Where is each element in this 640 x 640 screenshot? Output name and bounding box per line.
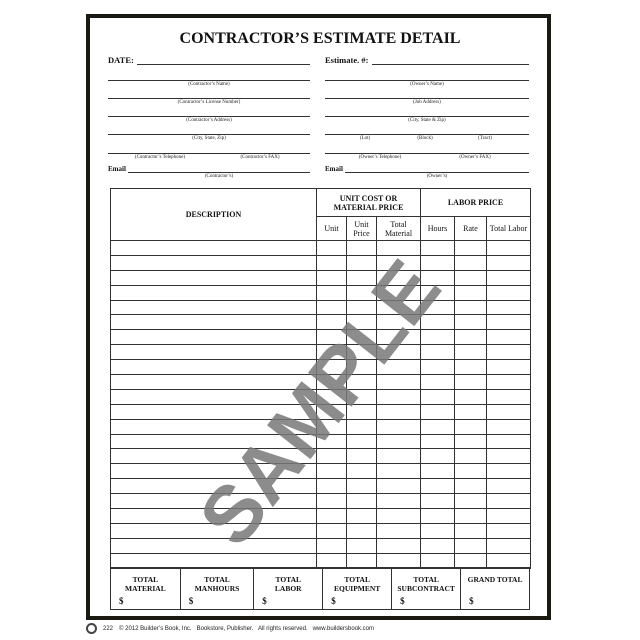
total-label: TOTAL EQUIPMENT xyxy=(334,575,381,593)
caption: (Contractor’s Telephone) xyxy=(134,155,186,160)
table-cell[interactable] xyxy=(421,389,455,404)
dollar-sign: $ xyxy=(262,596,267,606)
table-cell[interactable] xyxy=(317,434,347,449)
table-row xyxy=(111,315,531,330)
table-cell[interactable] xyxy=(317,345,347,360)
table-cell[interactable] xyxy=(487,449,531,464)
table-cell[interactable] xyxy=(377,360,421,375)
caption: (Block) xyxy=(417,136,433,141)
table-cell[interactable] xyxy=(455,241,487,256)
job-address-field[interactable] xyxy=(325,98,529,99)
table-row xyxy=(111,494,531,509)
table-cell[interactable] xyxy=(421,523,455,538)
table-row xyxy=(111,449,531,464)
table-cell[interactable] xyxy=(377,449,421,464)
table-cell[interactable] xyxy=(377,241,421,256)
table-cell[interactable] xyxy=(455,375,487,390)
table-cell[interactable] xyxy=(377,389,421,404)
total-label: TOTAL LABOR xyxy=(274,575,302,593)
table-cell[interactable] xyxy=(111,464,317,479)
table-cell[interactable] xyxy=(487,375,531,390)
caption: (Contractor’s Name) xyxy=(188,82,230,87)
table-cell[interactable] xyxy=(111,419,317,434)
table-cell[interactable] xyxy=(317,315,347,330)
contractor-phone-field[interactable] xyxy=(108,153,310,154)
table-cell[interactable] xyxy=(455,255,487,270)
table-cell[interactable] xyxy=(317,360,347,375)
table-cell[interactable] xyxy=(487,509,531,524)
total-manhours-cell[interactable] xyxy=(181,569,255,609)
table-cell[interactable] xyxy=(421,449,455,464)
table-cell[interactable] xyxy=(487,285,531,300)
total-subcontract-cell[interactable] xyxy=(392,569,461,609)
table-cell[interactable] xyxy=(377,375,421,390)
table-cell[interactable] xyxy=(317,464,347,479)
table-cell[interactable] xyxy=(347,300,377,315)
table-cell[interactable] xyxy=(487,479,531,494)
table-cell[interactable] xyxy=(111,375,317,390)
table-cell[interactable] xyxy=(421,538,455,553)
table-cell[interactable] xyxy=(111,479,317,494)
table-cell[interactable] xyxy=(487,300,531,315)
table-cell[interactable] xyxy=(111,494,317,509)
table-cell[interactable] xyxy=(421,464,455,479)
table-cell[interactable] xyxy=(111,270,317,285)
table-cell[interactable] xyxy=(347,553,377,568)
table-cell[interactable] xyxy=(487,345,531,360)
caption: (Owner’s Name) xyxy=(410,82,444,87)
table-cell[interactable] xyxy=(317,538,347,553)
caption: (Owner’s Telephone) xyxy=(358,155,402,160)
table-row xyxy=(111,404,531,419)
table-cell[interactable] xyxy=(421,300,455,315)
table-cell[interactable] xyxy=(377,285,421,300)
table-cell[interactable] xyxy=(421,360,455,375)
table-cell[interactable] xyxy=(317,389,347,404)
table-cell[interactable] xyxy=(317,300,347,315)
table-cell[interactable] xyxy=(347,538,377,553)
table-cell[interactable] xyxy=(455,404,487,419)
table-cell[interactable] xyxy=(421,404,455,419)
table-row xyxy=(111,330,531,345)
table-cell[interactable] xyxy=(317,449,347,464)
table-cell[interactable] xyxy=(111,300,317,315)
table-cell[interactable] xyxy=(455,494,487,509)
table-cell[interactable] xyxy=(111,538,317,553)
table-cell[interactable] xyxy=(455,509,487,524)
table-cell[interactable] xyxy=(421,241,455,256)
table-cell[interactable] xyxy=(347,345,377,360)
caption: (City, State & Zip) xyxy=(408,118,446,123)
lot-block-tract-field[interactable] xyxy=(325,134,529,135)
table-cell[interactable] xyxy=(455,523,487,538)
contractor-name-field[interactable] xyxy=(108,80,310,81)
table-cell[interactable] xyxy=(317,419,347,434)
table-cell[interactable] xyxy=(487,538,531,553)
table-cell[interactable] xyxy=(455,449,487,464)
total-label: TOTAL MATERIAL xyxy=(125,575,166,593)
table-cell[interactable] xyxy=(347,241,377,256)
table-cell[interactable] xyxy=(317,375,347,390)
table-cell[interactable] xyxy=(111,360,317,375)
table-cell[interactable] xyxy=(455,330,487,345)
table-cell[interactable] xyxy=(377,553,421,568)
table-cell[interactable] xyxy=(317,494,347,509)
table-cell[interactable] xyxy=(377,464,421,479)
caption: (City, State, Zip) xyxy=(192,136,226,141)
description-header: DESCRIPTION xyxy=(111,189,317,241)
table-row xyxy=(111,285,531,300)
table-cell[interactable] xyxy=(347,330,377,345)
table-cell[interactable] xyxy=(347,509,377,524)
table-row xyxy=(111,345,531,360)
table-cell[interactable] xyxy=(347,464,377,479)
table-cell[interactable] xyxy=(487,434,531,449)
total-label: TOTAL SUBCONTRACT xyxy=(397,575,455,593)
table-cell[interactable] xyxy=(487,419,531,434)
contractor-license-field[interactable] xyxy=(108,98,310,99)
table-row xyxy=(111,300,531,315)
table-cell[interactable] xyxy=(421,330,455,345)
table-cell[interactable] xyxy=(111,434,317,449)
table-cell[interactable] xyxy=(377,255,421,270)
table-cell[interactable] xyxy=(377,523,421,538)
labor-price-header: LABOR PRICE xyxy=(421,189,531,217)
unit-header: Unit xyxy=(317,217,347,241)
estimate-table xyxy=(110,188,531,569)
email-label: Email xyxy=(325,165,343,173)
rate-header: Rate xyxy=(455,217,487,241)
caption: (Owner’s) xyxy=(426,174,448,179)
table-cell[interactable] xyxy=(377,330,421,345)
caption: (Lot) xyxy=(359,136,371,141)
table-cell[interactable] xyxy=(111,255,317,270)
table-cell[interactable] xyxy=(455,479,487,494)
table-row xyxy=(111,241,531,256)
estimate-field[interactable] xyxy=(372,64,529,65)
table-row xyxy=(111,270,531,285)
table-cell[interactable] xyxy=(317,523,347,538)
caption: (Contractor’s Address) xyxy=(186,118,232,123)
sample-watermark: SAMPLE xyxy=(181,243,458,562)
table-cell[interactable] xyxy=(455,434,487,449)
table-cell[interactable] xyxy=(421,494,455,509)
table-cell[interactable] xyxy=(111,315,317,330)
total-material-cell[interactable] xyxy=(111,569,181,609)
table-cell[interactable] xyxy=(317,241,347,256)
table-row xyxy=(111,553,531,568)
table-row xyxy=(111,523,531,538)
table-cell[interactable] xyxy=(111,553,317,568)
table-cell[interactable] xyxy=(347,285,377,300)
total-material-header: Total Material xyxy=(377,217,421,241)
table-cell[interactable] xyxy=(421,315,455,330)
dollar-sign: $ xyxy=(400,596,405,606)
table-cell[interactable] xyxy=(421,419,455,434)
table-row xyxy=(111,434,531,449)
caption: (Tract) xyxy=(478,136,492,141)
table-cell[interactable] xyxy=(487,523,531,538)
table-row xyxy=(111,375,531,390)
dollar-sign: $ xyxy=(119,596,124,606)
total-labor-header: Total Labor xyxy=(487,217,531,241)
table-cell[interactable] xyxy=(421,255,455,270)
table-cell[interactable] xyxy=(377,494,421,509)
table-cell[interactable] xyxy=(421,479,455,494)
table-cell[interactable] xyxy=(317,553,347,568)
table-cell[interactable] xyxy=(347,494,377,509)
form-number: 222 xyxy=(103,625,114,632)
table-cell[interactable] xyxy=(317,285,347,300)
table-cell[interactable] xyxy=(455,285,487,300)
table-cell[interactable] xyxy=(347,375,377,390)
table-cell[interactable] xyxy=(111,404,317,419)
table-cell[interactable] xyxy=(347,315,377,330)
table-cell[interactable] xyxy=(347,389,377,404)
table-row xyxy=(111,419,531,434)
table-cell[interactable] xyxy=(487,315,531,330)
table-cell[interactable] xyxy=(377,434,421,449)
table-cell[interactable] xyxy=(347,523,377,538)
table-cell[interactable] xyxy=(455,389,487,404)
dollar-sign: $ xyxy=(188,596,194,606)
table-cell[interactable] xyxy=(377,538,421,553)
caption: (Job Address) xyxy=(413,100,441,105)
table-cell[interactable] xyxy=(455,270,487,285)
table-row xyxy=(111,255,531,270)
table-cell[interactable] xyxy=(347,270,377,285)
table-cell[interactable] xyxy=(455,538,487,553)
table-cell[interactable] xyxy=(347,360,377,375)
table-cell[interactable] xyxy=(487,404,531,419)
table-cell[interactable] xyxy=(421,375,455,390)
table-cell[interactable] xyxy=(111,449,317,464)
table-cell[interactable] xyxy=(455,360,487,375)
table-cell[interactable] xyxy=(347,434,377,449)
table-cell[interactable] xyxy=(317,479,347,494)
table-cell[interactable] xyxy=(487,464,531,479)
table-cell[interactable] xyxy=(377,509,421,524)
total-label: GRAND TOTAL xyxy=(467,575,523,584)
table-cell[interactable] xyxy=(487,330,531,345)
caption: (Owner’s FAX) xyxy=(459,155,491,160)
table-row xyxy=(111,538,531,553)
table-cell[interactable] xyxy=(347,419,377,434)
table-cell[interactable] xyxy=(487,255,531,270)
form-title: CONTRACTOR’S ESTIMATE DETAIL xyxy=(179,30,461,47)
table-cell[interactable] xyxy=(111,389,317,404)
caption: (Contractor’s FAX) xyxy=(240,155,280,160)
table-cell[interactable] xyxy=(487,241,531,256)
table-cell[interactable] xyxy=(347,449,377,464)
date-field[interactable] xyxy=(137,64,310,65)
total-equipment-cell[interactable] xyxy=(323,569,392,609)
date-label: DATE: xyxy=(108,55,134,65)
unit-price-header: Unit Price xyxy=(347,217,377,241)
table-row xyxy=(111,360,531,375)
dollar-sign: $ xyxy=(331,596,336,606)
table-row xyxy=(111,464,531,479)
footer xyxy=(86,623,374,634)
email-label: Email xyxy=(108,165,126,173)
table-cell[interactable] xyxy=(317,255,347,270)
hours-header: Hours xyxy=(421,217,455,241)
table-cell[interactable] xyxy=(487,360,531,375)
table-cell[interactable] xyxy=(377,419,421,434)
table-cell[interactable] xyxy=(455,553,487,568)
table-cell[interactable] xyxy=(317,404,347,419)
total-label: TOTAL MANHOURS xyxy=(194,575,240,593)
table-cell[interactable] xyxy=(317,509,347,524)
table-cell[interactable] xyxy=(377,270,421,285)
table-row xyxy=(111,479,531,494)
table-cell[interactable] xyxy=(347,255,377,270)
table-cell[interactable] xyxy=(421,345,455,360)
table-cell[interactable] xyxy=(487,553,531,568)
totals-row xyxy=(110,567,530,610)
contractor-city-field[interactable] xyxy=(108,134,310,135)
owner-name-field[interactable] xyxy=(325,80,529,81)
table-cell[interactable] xyxy=(111,509,317,524)
table-cell[interactable] xyxy=(421,509,455,524)
unit-cost-header: UNIT COST OR MATERIAL PRICE xyxy=(317,189,421,217)
contractor-address-field[interactable] xyxy=(108,116,310,117)
table-row xyxy=(111,509,531,524)
dollar-sign: $ xyxy=(469,596,474,606)
table-cell[interactable] xyxy=(455,345,487,360)
table-cell[interactable] xyxy=(421,553,455,568)
table-cell[interactable] xyxy=(487,270,531,285)
estimate-label: Estimate. #: xyxy=(325,55,369,65)
contractor-email-field[interactable] xyxy=(128,172,310,173)
table-cell[interactable] xyxy=(421,285,455,300)
copyright-text: © 2012 Builder’s Book, Inc. Bookstore, Publisher. All rights reserved. www.buildersbook.com xyxy=(119,625,375,632)
table-cell[interactable] xyxy=(455,464,487,479)
table-cell[interactable] xyxy=(421,434,455,449)
grand-total-cell[interactable] xyxy=(461,569,529,609)
table-cell[interactable] xyxy=(347,404,377,419)
owner-phone-field[interactable] xyxy=(325,153,529,154)
table-cell[interactable] xyxy=(111,330,317,345)
table-cell[interactable] xyxy=(377,300,421,315)
table-cell[interactable] xyxy=(455,315,487,330)
table-cell[interactable] xyxy=(111,345,317,360)
table-row xyxy=(111,389,531,404)
total-labor-cell[interactable] xyxy=(254,569,323,609)
owner-city-field[interactable] xyxy=(325,116,529,117)
table-cell[interactable] xyxy=(317,330,347,345)
table-cell[interactable] xyxy=(455,300,487,315)
table-cell[interactable] xyxy=(487,494,531,509)
table-cell[interactable] xyxy=(317,270,347,285)
table-cell[interactable] xyxy=(347,479,377,494)
table-cell[interactable] xyxy=(487,389,531,404)
owner-email-field[interactable] xyxy=(345,172,529,173)
publisher-logo-icon xyxy=(86,623,97,634)
table-cell[interactable] xyxy=(111,241,317,256)
table-cell[interactable] xyxy=(421,270,455,285)
table-cell[interactable] xyxy=(377,315,421,330)
caption: (Contractor’s) xyxy=(204,174,234,179)
table-cell[interactable] xyxy=(111,285,317,300)
table-cell[interactable] xyxy=(377,479,421,494)
table-cell[interactable] xyxy=(455,419,487,434)
table-cell[interactable] xyxy=(377,345,421,360)
table-cell[interactable] xyxy=(377,404,421,419)
table-cell[interactable] xyxy=(111,523,317,538)
caption: (Contractor’s License Number) xyxy=(177,100,241,105)
